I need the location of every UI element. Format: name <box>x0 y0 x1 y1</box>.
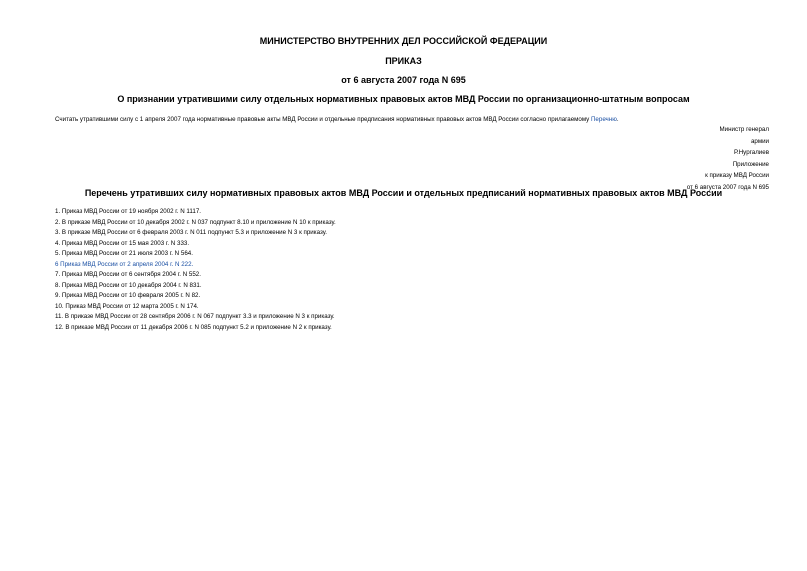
signature-line-2: армии <box>750 137 769 145</box>
intro-end: . <box>616 116 619 123</box>
list-item: 3. В приказе МВД России от 6 февраля 2003 г. N 011 подпункт 5.3 и приложение N 3 к приказу. <box>55 229 327 236</box>
signature-line-3: Р.Нургалиев <box>734 149 769 156</box>
document-type: ПРИКАЗ <box>385 56 422 66</box>
list-link[interactable]: Перечню <box>590 116 617 123</box>
list-item: 9. Приказ МВД России от 10 февраля 2005 г. N 82. <box>55 292 201 299</box>
list-item: 12. В приказе МВД России от 11 декабря 2006 г. N 085 подпункт 5.2 и приложение N 2 к приказу. <box>55 323 332 331</box>
list-item-link[interactable]: 6 Приказ МВД России от 2 апреля 2004 г. N 222. <box>55 260 194 268</box>
list-item: 4. Приказ МВД России от 15 мая 2003 г. N 333. <box>55 239 190 247</box>
list-title: Перечень утративших силу нормативных правовых актов МВД России и отдельных предписаний нормативных правовых актов МВД России <box>84 188 723 198</box>
signature-block <box>569 124 769 193</box>
list-item: 1. Приказ МВД России от 19 ноября 2002 г. N 1117. <box>55 208 201 215</box>
annex-line-2: к приказу МВД России <box>705 172 769 179</box>
list-item: 11. В приказе МВД России от 28 сентября 2006 г. N 067 подпункт 3.3 и приложение N 3 к приказу. <box>55 313 335 320</box>
intro-text: Считать утратившими силу с 1 апреля 2007 года нормативные правовые акты МВД России и отдельные предписания нормативных правовых актов МВД России согласно прилагаемому <box>55 116 591 123</box>
ministry-heading: МИНИСТЕРСТВО ВНУТРЕННИХ ДЕЛ РОССИЙСКОЙ ФЕДЕРАЦИИ <box>259 36 548 46</box>
document-subject: О признании утратившими силу отдельных нормативных правовых актов МВД России по организационно-штатным вопросам <box>117 94 690 104</box>
list-item: 7. Приказ МВД России от 6 сентября 2004 г. N 552. <box>55 271 201 278</box>
list-item: 5. Приказ МВД России от 21 июля 2003 г. N 564. <box>55 250 193 257</box>
intro-paragraph <box>55 116 619 123</box>
document-date-number: от 6 августа 2007 года N 695 <box>341 75 466 85</box>
annex-line-3: от 6 августа 2007 года N 695 <box>686 183 769 191</box>
signature-line-1: Министр генерал <box>719 126 769 133</box>
list-item: 10. Приказ МВД России от 12 марта 2005 г. N 174. <box>55 302 199 310</box>
annex-line-1: Приложение <box>732 160 769 168</box>
list-item: 2. В приказе МВД России от 10 декабря 2002 г. N 037 подпункт 8.10 и приложение N 10 к приказу. <box>55 218 336 226</box>
list-item: 8. Приказ МВД России от 10 декабря 2004 г. N 831. <box>55 281 202 289</box>
repealed-acts-list <box>55 207 336 333</box>
